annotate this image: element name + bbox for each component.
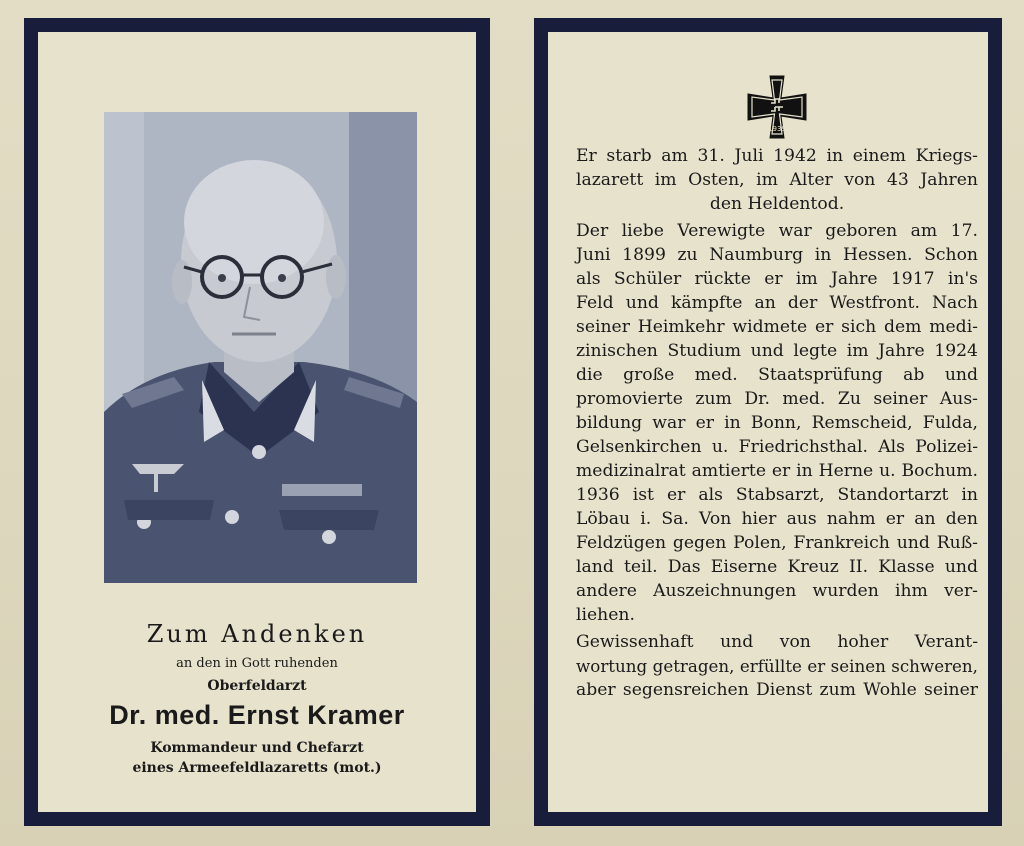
deceased-name: Dr. med. Ernst Kramer xyxy=(109,700,405,730)
text-line: seiner Heimkehr widmete er sich dem medi- xyxy=(576,317,978,337)
text-line: Gewissenhaft und von hoher Verant- xyxy=(576,632,978,652)
text-line: Juni 1899 zu Naumburg in Hessen. Schon xyxy=(576,245,978,265)
portrait-photo xyxy=(104,112,417,583)
text-line: aber segensreichen Dienst zum Wohle seiner xyxy=(576,680,978,700)
memorial-subheading: an den in Gott ruhenden xyxy=(176,656,338,671)
role-line-2: eines Armeefeldlazaretts (mot.) xyxy=(132,760,382,776)
left-panel xyxy=(24,18,490,826)
paragraph-1 xyxy=(576,144,978,216)
text-line: Feld und kämpfte an der Westfront. Nach xyxy=(576,293,978,313)
text-line: Gelsenkirchen u. Friedrichsthal. Als Polizei- xyxy=(576,437,978,457)
text-line: den Heldentod. xyxy=(709,194,845,214)
memorial-heading: Zum Andenken xyxy=(146,620,368,648)
text-line: Feldzügen gegen Polen, Frankreich und Ruß- xyxy=(576,533,978,553)
text-line: promovierte zum Dr. med. Zu seiner Aus- xyxy=(576,389,978,409)
text-line: medizinalrat amtierte er in Herne u. Bochum. xyxy=(576,461,978,481)
role-line-1: Kommandeur und Chefarzt xyxy=(150,740,364,756)
text-line: Er starb am 31. Juli 1942 in einem Kriegs- xyxy=(576,146,978,166)
text-line: lazarett im Osten, im Alter von 43 Jahren xyxy=(576,170,978,190)
text-line: bildung war er in Bonn, Remscheid, Fulda, xyxy=(576,413,978,433)
iron-cross-icon xyxy=(744,74,810,140)
paragraph-3 xyxy=(576,630,978,702)
text-line: wortung getragen, erfüllte er seinen schweren, xyxy=(576,656,978,676)
obituary-text xyxy=(576,144,978,705)
cross-year: 1939 xyxy=(768,125,786,133)
text-line: die große med. Staatsprüfung ab und xyxy=(576,365,978,385)
text-line: zinischen Studium und legte im Jahre 1924 xyxy=(576,341,978,361)
text-line: als Schüler rückte er im Jahre 1917 in's xyxy=(576,269,978,289)
text-line: liehen. xyxy=(576,605,635,625)
text-line: Der liebe Verewigte war geboren am 17. xyxy=(576,221,978,241)
text-line: andere Auszeichnungen wurden ihm ver- xyxy=(576,581,978,601)
paragraph-2 xyxy=(576,219,978,627)
text-line: Löbau i. Sa. Von hier aus nahm er an den xyxy=(576,509,978,529)
right-panel xyxy=(534,18,1002,826)
text-line: 1936 ist er als Stabsarzt, Standortarzt in xyxy=(576,485,978,505)
text-line: land teil. Das Eiserne Kreuz II. Klasse und xyxy=(576,557,978,577)
rank-title: Oberfeldarzt xyxy=(207,678,307,694)
